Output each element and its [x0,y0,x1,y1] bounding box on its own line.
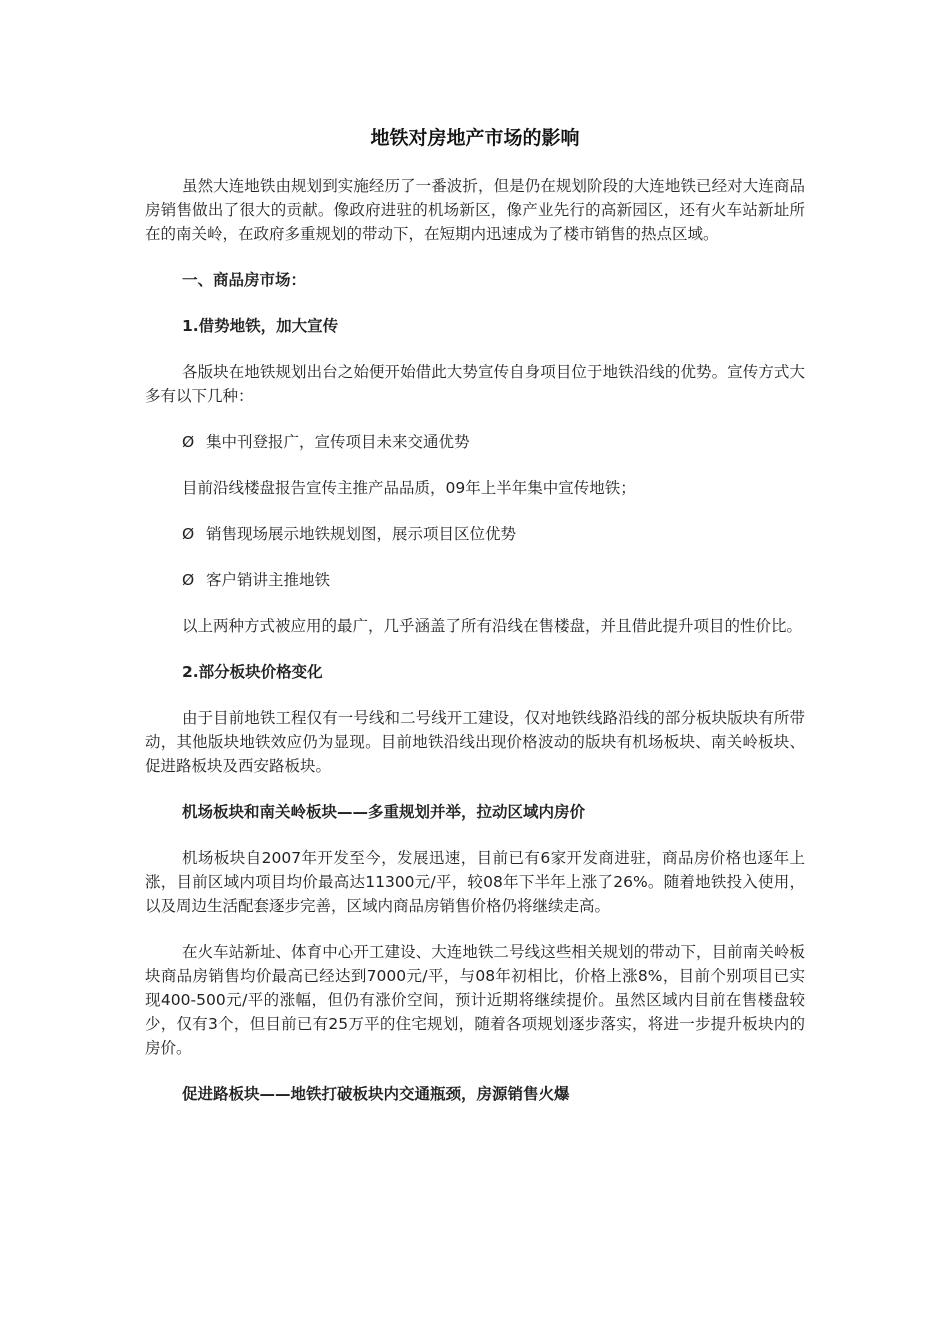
bullet-text: 集中刊登报广，宣传项目未来交通优势 [206,433,470,451]
subheading-promotion: 1.借势地铁，加大宣传 [182,317,339,335]
promotion-summary: 以上两种方式被应用的最广，几乎涵盖了所有沿线在售楼盘，并且借此提升项目的性价比。 [182,617,803,635]
section-heading-commercial-housing: 一、商品房市场： [182,271,307,289]
bullet-text: 销售现场展示地铁规划图，展示项目区位优势 [206,525,517,543]
block-heading-cujin-road: 促进路板块——地铁打破板块内交通瓶颈，房源销售火爆 [182,1085,570,1103]
document-title: 地铁对房地产市场的影响 [370,127,580,149]
bullet-mark: Ø [182,433,195,451]
subheading-price-change: 2.部分板块价格变化 [182,663,323,681]
bullet-mark: Ø [182,525,195,543]
promotion-paragraph: 各版块在地铁规划出台之始便开始借此大势宣传自身项目位于地铁沿线的优势。宣传方式大多有以下几种： [145,363,805,405]
document-body [145,124,805,1128]
promotion-note: 目前沿线楼盘报告宣传主推产品品质，09年上半年集中宣传地铁； [182,479,636,497]
airport-block-paragraph: 机场板块自2007年开发至今，发展迅速，目前已有6家开发商进驻，商品房价格也逐年上涨，目前区域内项目均价最高达11300元/平，较08年下半年上涨了26%。随着地铁投入使用，以及周边生活配套逐步完善，区域内商品房销售价格仍将继续走高。 [145,849,805,915]
bullet-item-site-display [182,522,805,546]
bullet-mark: Ø [182,571,195,589]
price-change-paragraph: 由于目前地铁工程仅有一号线和二号线开工建设，仅对地铁线路沿线的部分板块版块有所带动，其他版块地铁效应仍为显现。目前地铁沿线出现价格波动的版块有机场板块、南关岭板块、促进路板块及西安路板块。 [145,709,805,775]
bullet-item-sales-pitch [182,568,805,592]
bullet-item-ads [182,430,805,454]
nanguanling-block-paragraph: 在火车站新址、体育中心开工建设、大连地铁二号线这些相关规划的带动下，目前南关岭板块商品房销售均价最高已经达到7000元/平，与08年初相比，价格上涨8%，目前个别项目已实现400-500元/平的涨幅，但仍有涨价空间，预计近期将继续提价。虽然区域内目前在售楼盘较少，仅有3个，但目前已有25万平的住宅规划，随着各项规划逐步落实，将进一步提升板块内的房价。 [145,943,805,1057]
bullet-text: 客户销讲主推地铁 [206,571,331,589]
intro-paragraph: 虽然大连地铁由规划到实施经历了一番波折，但是仍在规划阶段的大连地铁已经对大连商品房销售做出了很大的贡献。像政府进驻的机场新区，像产业先行的高新园区，还有火车站新址所在的南关岭，在政府多重规划的带动下，在短期内迅速成为了楼市销售的热点区域。 [145,177,805,243]
block-heading-airport-nanguanling: 机场板块和南关岭板块——多重规划并举，拉动区域内房价 [182,803,586,821]
